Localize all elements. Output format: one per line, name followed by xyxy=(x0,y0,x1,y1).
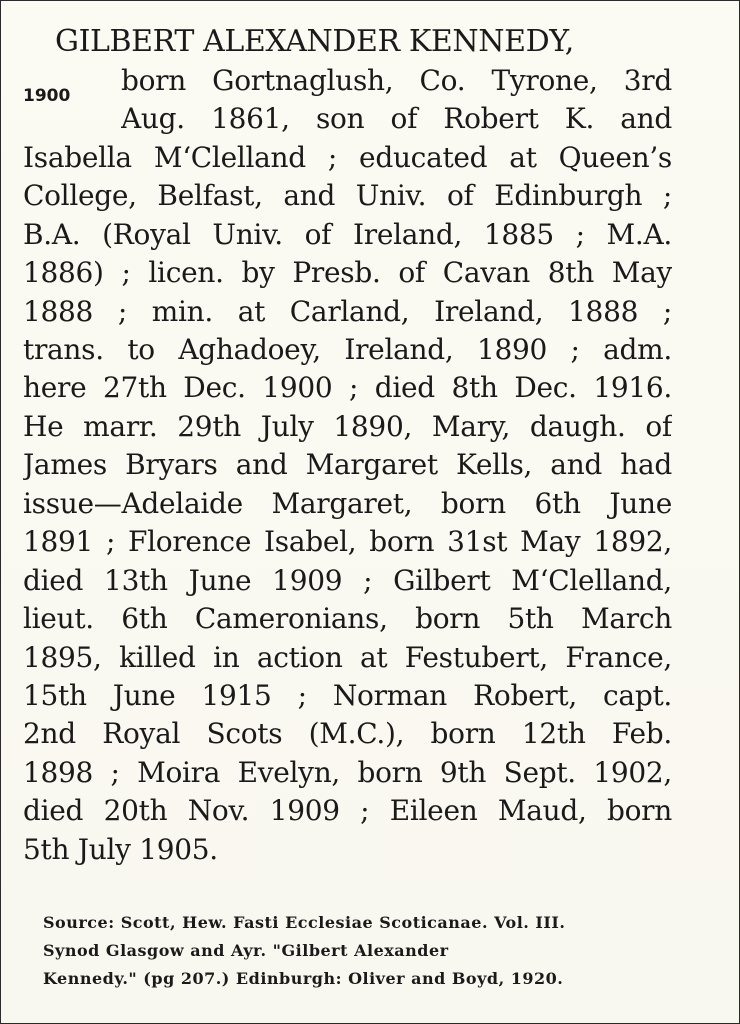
entry-line: 5th July 1905. xyxy=(23,833,218,866)
entry-line: issue—Adelaide Margaret, born 6th June xyxy=(23,487,672,520)
entry-line: 1891 ; Florence Isabel, born 31st May 1892, xyxy=(23,525,672,558)
entry-line: born Gortnaglush, Co. Tyrone, 3rd xyxy=(121,64,672,97)
entry-line: B.A. (Royal Univ. of Ireland, 1885 ; M.A. xyxy=(23,218,672,251)
entry-line: 2nd Royal Scots (M.C.), born 12th Feb. xyxy=(23,717,672,750)
entry-line: lieut. 6th Cameronians, born 5th March xyxy=(23,602,672,635)
entry-line: trans. to Aghadoey, Ireland, 1890 ; adm. xyxy=(23,333,672,366)
source-citation xyxy=(43,909,663,993)
entry-name: GILBERT ALEXANDER KENNEDY, xyxy=(55,24,574,59)
entry-line: 1895, killed in action at Festubert, France, xyxy=(23,641,672,674)
entry-line: College, Belfast, and Univ. of Edinburgh ; xyxy=(23,179,672,212)
source-line: Source: Scott, Hew. Fasti Ecclesiae Scoticanae. Vol. III. xyxy=(43,913,566,932)
entry-line: James Bryars and Margaret Kells, and had xyxy=(23,448,672,481)
entry-line: He marr. 29th July 1890, Mary, daugh. of xyxy=(23,410,672,443)
source-line: Kennedy." (pg 207.) Edinburgh: Oliver and Boyd, 1920. xyxy=(43,969,564,988)
source-line: Synod Glasgow and Ayr. "Gilbert Alexander xyxy=(43,941,449,960)
entry-line: died 20th Nov. 1909 ; Eileen Maud, born xyxy=(23,794,672,827)
entry-line: 1888 ; min. at Carland, Ireland, 1888 ; xyxy=(23,295,672,328)
entry-line: 15th June 1915 ; Norman Robert, capt. xyxy=(23,679,672,712)
entry-year: 1900 xyxy=(23,86,71,106)
entry-line: here 27th Dec. 1900 ; died 8th Dec. 1916. xyxy=(23,371,672,404)
entry-line: 1898 ; Moira Evelyn, born 9th Sept. 1902, xyxy=(23,756,672,789)
entry-line: Aug. 1861, son of Robert K. and xyxy=(121,102,672,135)
entry-line: died 13th June 1909 ; Gilbert M‘Clelland, xyxy=(23,564,672,597)
entry-line: 1886) ; licen. by Presb. of Cavan 8th May xyxy=(23,256,672,289)
entry-line: Isabella M‘Clelland ; educated at Queen’s xyxy=(23,141,672,174)
